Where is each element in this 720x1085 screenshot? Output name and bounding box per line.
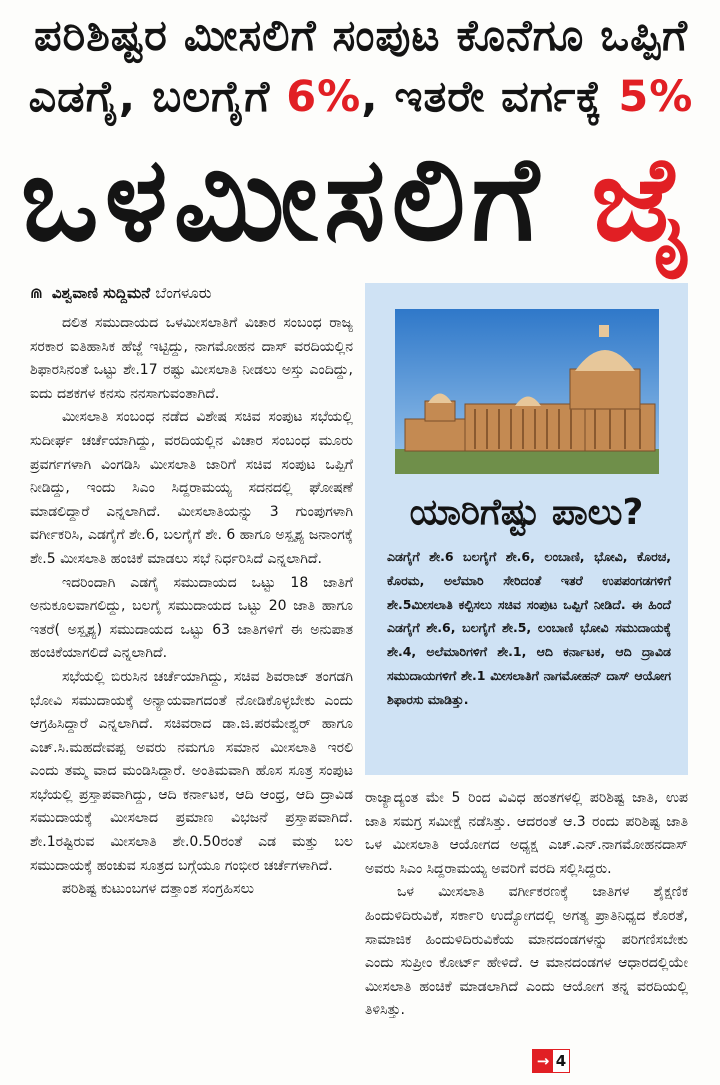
- headline-main: ಒಳಮೀಸಲಿಗೆ: [20, 132, 592, 267]
- article-paragraph: ಒಳ ಮೀಸಲಾತಿ ವರ್ಗೀಕರಣಕ್ಕೆ ಜಾತಿಗಳ ಶೈಕ್ಷಣಿಕ ಹಿಂದುಳಿದಿರುವಿಕೆ, ಸರ್ಕಾರಿ ಉದ್ಯೋಗದಲ್ಲಿ ಅಗತ್ಯ ಪ್ರಾತಿನಿಧ್ಯದ ಕೊರತೆ, ಸಾಮಾಜಿಕ ಹಿಂದುಳಿದಿರುವಿಕೆಯ ಮಾನದಂಡಗಳನ್ನು ಪರಿಗಣಿಸಬೇಕು ಎಂದು ಸುಪ್ರೀಂ ಕೋರ್ಟ್ ಹೇಳಿದೆ. ಆ ಮಾನದಂಡಗಳ ಆಧಾರದಲ್ಲಿಯೇ ಮೀಸಲಾತಿ ಹಂಚಿಕೆ ಮಾಡಲಾಗಿದೆ ಎಂದು ಆಯೋಗ ತನ್ನ ವರದಿಯಲ್ಲಿ ತಿಳಿಸಿತ್ತು.: [365, 884, 688, 1019]
- byline-outlet: ವಿಶ್ವವಾಣಿ ಸುದ್ದಿಮನೆ: [51, 284, 151, 302]
- article-paragraph: ಮೀಸಲಾತಿ ಸಂಬಂಧ ನಡೆದ ವಿಶೇಷ ಸಚಿವ ಸಂಪುಟ ಸಭೆಯಲ್ಲಿ ಸುದೀರ್ಘ ಚರ್ಚೆಯಾಗಿದ್ದು, ವರದಿಯಲ್ಲಿನ ವಿಚಾರ ಸಂಬಂಧ ಮೂರು ಪ್ರವರ್ಗಗಳಾಗಿ ವಿಂಗಡಿಸಿ ಮೀಸಲಾತಿ ಜಾರಿಗೆ ಸಚಿವ ಸಂಪುಟ ಒಪ್ಪಿಗೆ ನೀಡಿದ್ದು, ಇಂದು ಸಿಎಂ ಸಿದ್ದರಾಮಯ್ಯ ಸದನದಲ್ಲಿ ಘೋಷಣೆ ಮಾಡಲಿದ್ದಾರೆ ಎನ್ನಲಾಗಿದೆ. ಮೀಸಲಾತಿಯನ್ನು 3 ಗುಂಪುಗಳಾಗಿ ವರ್ಗೀಕರಿಸಿ, ಎಡಗೈಗೆ ಶೇ.6, ಬಲಗೈಗೆ ಶೇ. 6 ಹಾಗೂ ಅಸ್ಪೃಶ್ಯ ಜನಾಂಗಕ್ಕೆ ಶೇ.5 ಮೀಸಲಾತಿ ಹಂಚಿಕೆ ಮಾಡಲು ಸಭೆ ನಿರ್ಧರಿಸಿದೆ ಎನ್ನಲಾಗಿದೆ.: [30, 409, 353, 567]
- byline: [30, 284, 211, 302]
- article-right-column: [365, 787, 688, 1023]
- vidhana-soudha-illustration: [395, 309, 659, 474]
- continued-page-number: 4: [555, 1052, 567, 1070]
- kicker-line-2-prefix: ಎಡಗೈ, ಬಲಗೈಗೆ: [28, 72, 287, 122]
- article-paragraph: ರಾಜ್ಯಾದ್ಯಂತ ಮೇ 5 ರಿಂದ ವಿವಿಧ ಹಂತಗಳಲ್ಲಿ ಪರಿಶಿಷ್ಟ ಜಾತಿ, ಉಪ ಜಾತಿ ಸಮಗ್ರ ಸಮೀಕ್ಷೆ ನಡೆಸಿತ್ತು. ಆದರಂತೆ ಆ.3 ರಂದು ಪರಿಶಿಷ್ಟ ಜಾತಿ ಒಳ ಮೀಸಲಾತಿ ಆಯೋಗದ ಅಧ್ಯಕ್ಷ ಎಚ್.ಎನ್.ನಾಗಮೋಹನದಾಸ್ ಅವರು ಸಿಎಂ ಸಿದ್ದರಾಮಯ್ಯ ಅವರಿಗೆ ವರದಿ ಸಲ್ಲಿಸಿದ್ದರು.: [365, 790, 688, 877]
- byline-place: ಬೆಂಗಳೂರು: [155, 284, 212, 302]
- continued-page-ref[interactable]: [532, 1049, 570, 1073]
- kicker-line-2-mid: , ಇತರೇ ವರ್ಗಕ್ಕೆ: [361, 72, 619, 122]
- headline-accent: ಜೈ: [591, 132, 700, 267]
- arrow-right-icon: →: [533, 1050, 553, 1072]
- sidebar-text: ಎಡಗೈಗೆ ಶೇ.6 ಬಲಗೈಗೆ ಶೇ.6, ಲಂಬಾಣಿ, ಭೋವಿ, ಕೊರಚ, ಕೊರಮ, ಅಲೆಮಾರಿ ಸೇರಿದಂತೆ ಇತರೆ ಉಪಪಂಗಡಗಳಿಗೆ ಶೇ.5ಮೀಸಲಾತಿ ಕಲ್ಪಿಸಲು ಸಚಿವ ಸಂಪುಟ ಒಪ್ಪಿಗೆ ನೀಡಿದೆ. ಈ ಹಿಂದೆ ಎಡಗೈಗೆ ಶೇ.6, ಬಲಗೈಗೆ ಶೇ.5, ಲಂಬಾಣಿ ಭೋವಿ ಸಮುದಾಯಕ್ಕೆ ಶೇ.4, ಅಲೆಮಾರಿಗಳಿಗೆ ಶೇ.1, ಆದಿ ಕರ್ನಾಟಕ, ಆದಿ ದ್ರಾವಿಡ ಸಮುದಾಯಗಳಿಗೆ ಶೇ.1 ಮೀಸಲಾತಿಗೆ ನಾಗಮೋಹನ್ ದಾಸ್ ಆಯೋಗ ಶಿಫಾರಸು ಮಾಡಿತ್ತು.: [387, 549, 671, 707]
- article-paragraph: ದಲಿತ ಸಮುದಾಯದ ಒಳಮೀಸಲಾತಿಗೆ ವಿಚಾರ ಸಂಬಂಧ ರಾಜ್ಯ ಸರಕಾರ ಐತಿಹಾಸಿಕ ಹೆಜ್ಜೆ ಇಟ್ಟಿದ್ದು, ನಾಗಮೋಹನ ದಾಸ್ ವರದಿಯಲ್ಲಿನ ಶಿಫಾರಸಿನಂತೆ ಒಟ್ಟು ಶೇ.17 ರಷ್ಟು ಮೀಸಲಾತಿ ನೀಡಲು ಅಸ್ತು ಎಂದಿದ್ದು, ಐದು ದಶಕಗಳ ಕನಸು ನನಸಾಗುವಂತಾಗಿದೆ.: [30, 315, 353, 402]
- article-left-column: [30, 312, 353, 902]
- kicker-percent-others: 5%: [618, 72, 694, 122]
- outlet-logo-icon: ⋒: [30, 284, 43, 302]
- sidebar-title: ಯಾರಿಗೆಷ್ಟು ಪಾಲು?: [409, 492, 644, 533]
- article-paragraph: ಪರಿಶಿಷ್ಟ ಕುಟುಂಬಗಳ ದತ್ತಾಂಶ ಸಂಗ್ರಹಿಸಲು: [62, 881, 254, 898]
- kicker-line-1: ಪರಿಶಿಷ್ಟರ ಮೀಸಲಿಗೆ ಸಂಪುಟ ಕೊನೆಗೂ ಒಪ್ಪಿಗೆ: [33, 11, 689, 61]
- kicker-line-2: [26, 66, 696, 128]
- vidhana-soudha-photo: [395, 309, 659, 474]
- headline: [10, 130, 710, 270]
- sidebar-box: [365, 283, 688, 775]
- article-paragraph: ಸಭೆಯಲ್ಲಿ ಬಿರುಸಿನ ಚರ್ಚೆಯಾಗಿದ್ದು, ಸಚಿವ ಶಿವರಾಜ್ ತಂಗಡಗಿ ಭೋವಿ ಸಮುದಾಯಕ್ಕೆ ಅನ್ಯಾಯವಾಗದಂತೆ ನೋಡಿಕೊಳ್ಳಬೇಕು ಎಂದು ಆಗ್ರಹಿಸಿದ್ದಾರೆ ಎನ್ನಲಾಗಿದೆ. ಸಚಿವರಾದ ಡಾ.ಜಿ.ಪರಮೇಶ್ವರ್ ಹಾಗೂ ಎಚ್.ಸಿ.ಮಹದೇವಪ್ಪ ಅವರು ನಮಗೂ ಸಮಾನ ಮೀಸಲಾತಿ ಇರಲಿ ಎಂದು ತಮ್ಮ ವಾದ ಮಂಡಿಸಿದ್ದಾರೆ. ಅಂತಿಮವಾಗಿ ಹೊಸ ಸೂತ್ರ ಸಂಪುಟ ಸಭೆಯಲ್ಲಿ ಪ್ರಸ್ತಾಪವಾಗಿದ್ದು, ಆದಿ ಕರ್ನಾಟಕ, ಆದಿ ಆಂಧ್ರ, ಆದಿ ದ್ರಾವಿಡ ಸಮುದಾಯಕ್ಕೆ ಮೀಸಲಾದ ಪ್ರಮಾಣ ವಿಭಜನೆ ಪ್ರಸ್ತಾಪವಾಗಿದೆ. ಶೇ.1ರಷ್ಟಿರುವ ಮೀಸಲಾತಿ ಶೇ.0.50ರಂತೆ ಎಡ ಮತ್ತು ಬಲ ಸಮುದಾಯಕ್ಕೆ ಹಂಚುವ ಸೂತ್ರದ ಬಗ್ಗೆಯೂ ಗಂಭೀರ ಚರ್ಚೆಗಳಾಗಿದೆ.: [30, 668, 353, 874]
- kicker-percent-left-right: 6%: [286, 72, 362, 122]
- article-paragraph: ಇದರಿಂದಾಗಿ ಎಡಗೈ ಸಮುದಾಯದ ಒಟ್ಟು 18 ಜಾತಿಗೆ ಅನುಕೂಲವಾಗಲಿದ್ದು, ಬಲಗೈ ಸಮುದಾಯದ ಒಟ್ಟು 20 ಜಾತಿ ಹಾಗೂ ಇತರೆ( ಅಸ್ಪೃಶ್ಯ) ಸಮುದಾಯದ ಒಟ್ಟು 63 ಜಾತಿಗಳಿಗೆ ಈ ಅನುಪಾತ ಹಂಚಿಕೆಯಾಗಲಿದೆ ಎನ್ನಲಾಗಿದೆ.: [30, 574, 353, 662]
